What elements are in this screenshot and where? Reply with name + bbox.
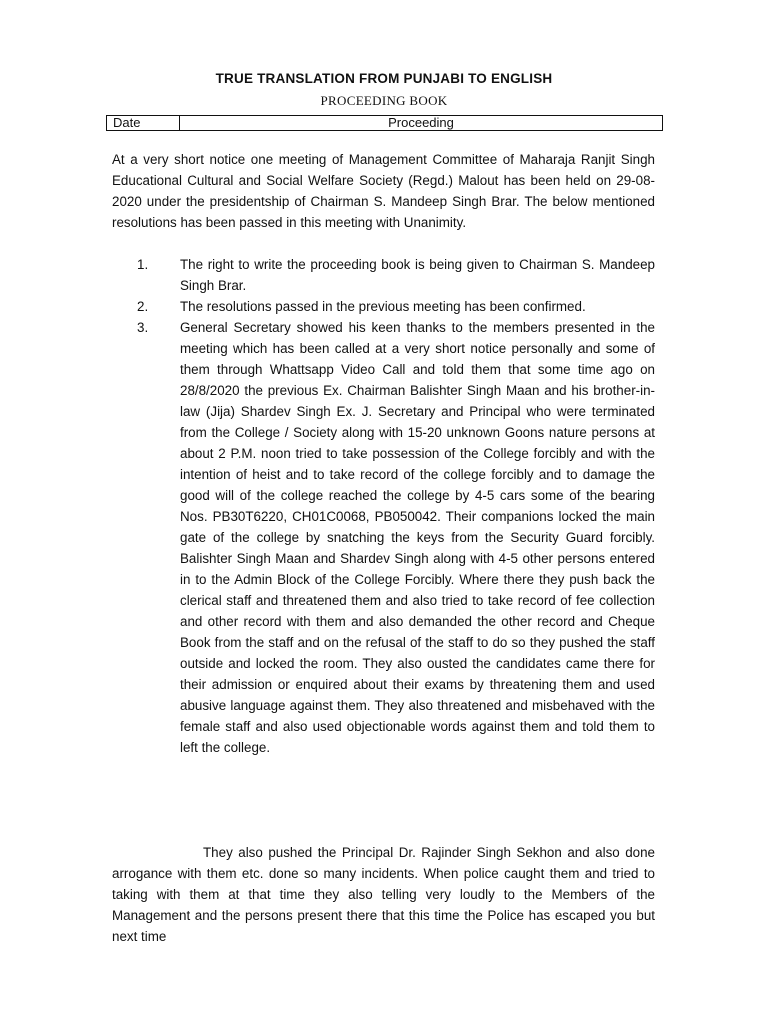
document-title: TRUE TRANSLATION FROM PUNJABI TO ENGLISH (215, 71, 553, 86)
resolutions-list (112, 254, 655, 758)
second-paragraph: They also pushed the Principal Dr. Rajinder Singh Sekhon and also done arrogance with them etc. done so many incidents. When police caught them and tried to taking with them at that time they also telling very loudly to the Members of the Management and the persons present there that this time the Police has escaped you but next time (112, 845, 655, 944)
resolution-item-3 (112, 317, 655, 758)
resolution-text: General Secretary showed his keen thanks to the members presented in the meeting which has been called at a very short notice personally and some of them through Whattsapp Video Call and told them that some time ago on 28/8/2020 the previous Ex. Chairman Balishter Singh Maan and his brother-in-law (Jija) Shardev Singh Ex. J. Secretary and Principal who were terminated from the College / Society along with 15-20 unknown Goons nature persons at about 2 P.M. noon tried to take possession of the College forcibly and with the intention of heist and to take record of the college forcibly and to damage the good will of the college reached the college by 4-5 cars some of the bearing Nos. PB30T6220, CH01C0068, PB050042. Their companions locked the main gate of the college by snatching the keys from the Security Guard forcibly. Balishter Singh Maan and Shardev Singh along with 4-5 other persons entered in to the Admin Block of the College Forcibly. Where there they push back the clerical staff and threatened them and also tried to take record of fee collection and other record with them and also demanded the other record and Cheque Book from the staff and on the refusal of the staff to do so they pushed the staff outside and locked the room. They also ousted the candidates came there for their admission or enquired about their exams by threatening them and used abusive language against them. They also threatened and misbehaved with the female staff and also used objectionable words against them and told them to left the college. (180, 320, 655, 755)
resolution-number: 1. (137, 257, 149, 272)
date-column-header: Date (107, 116, 180, 130)
resolution-item-2 (112, 296, 655, 317)
proceeding-header-table (106, 115, 663, 131)
resolution-text: The resolutions passed in the previous meeting has been confirmed. (180, 299, 586, 314)
intro-paragraph: At a very short notice one meeting of Management Committee of Maharaja Ranjit Singh Educational Cultural and Social Welfare Society (Regd.) Malout has been held on 29-08-2020 under the presidentship of Chairman S. Mandeep Singh Brar. The below mentioned resolutions has been passed in this meeting with Unanimity. (112, 152, 655, 230)
document-subtitle: PROCEEDING BOOK (320, 93, 448, 108)
resolution-item-1 (112, 254, 655, 296)
resolution-number: 2. (137, 299, 149, 314)
resolution-number: 3. (137, 320, 149, 335)
resolution-text: The right to write the proceeding book is being given to Chairman S. Mandeep Singh Brar. (180, 257, 655, 293)
proceeding-column-header: Proceeding (388, 115, 454, 130)
